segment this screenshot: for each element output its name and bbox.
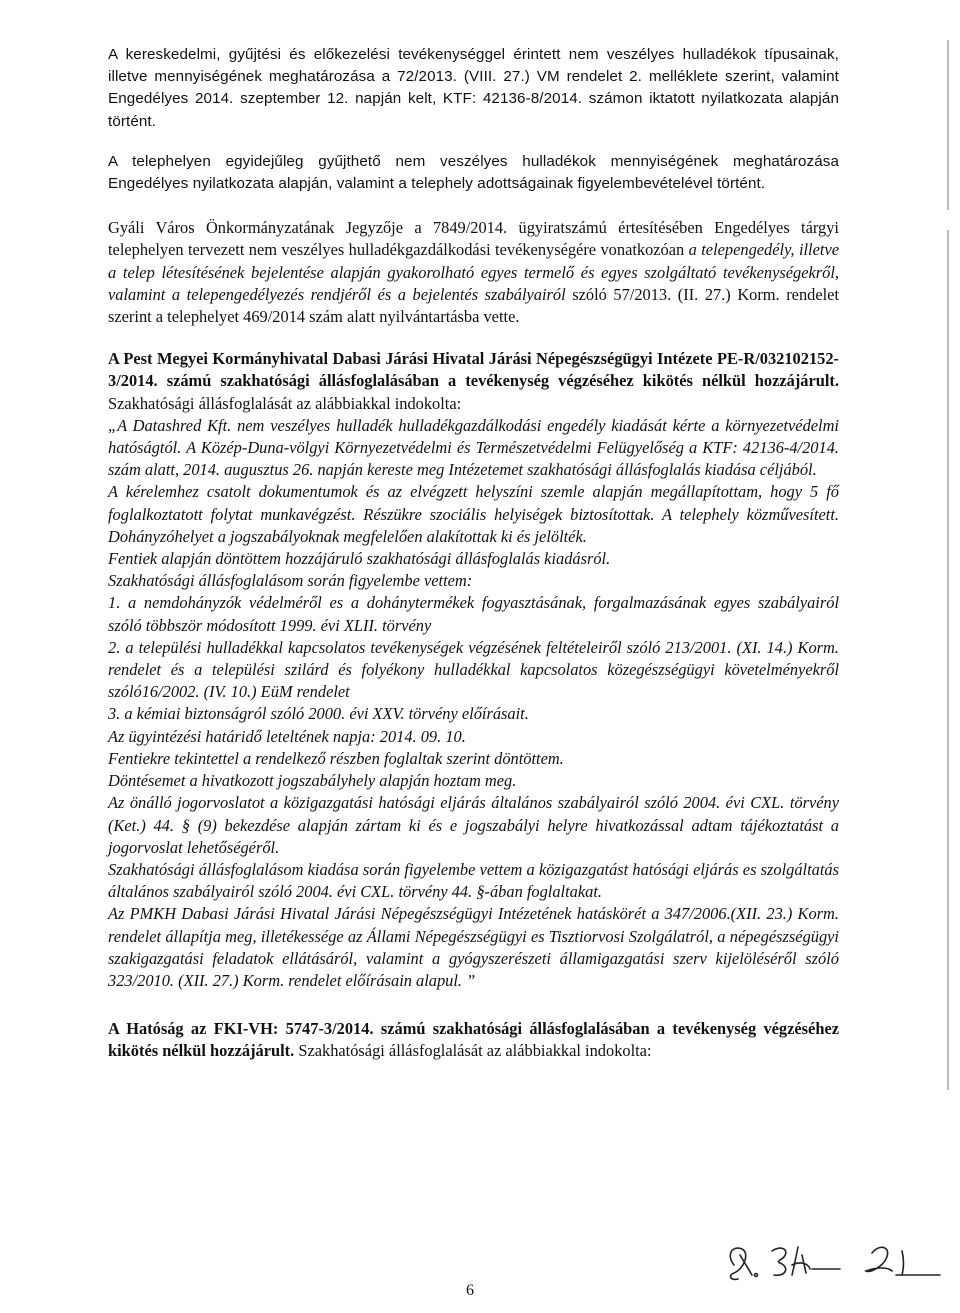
paragraph-health-institute [108, 348, 839, 415]
p5-rest: Szakhatósági állásfoglalását az alábbiakkal indokolta: [294, 1041, 652, 1061]
p3-text-italic: a telepengedély, illetve a telep létesítésének bejelentése alapján gyakorolható egyes termelő és egyes szolgáltató tevékenységekről, valamint a telepengedélyezés rendjéről és a bejelentés szabályairól [108, 240, 839, 304]
p3-text-b: szóló 57/2013. (II. 27.) Korm. rendelet szerint a telephelyet 469/2014 szám alatt nyilvántartásba vette. [108, 284, 839, 327]
p4-bold: A Pest Megyei Kormányhivatal Dabasi Járási Hivatal Járási Népegészségügyi Intézete PE-R/032102152-3/2014. számú szakhatósági állásfoglalásában a tevékenység végzéséhez kikötés nélkül hozzájárult. [108, 349, 839, 391]
quote-line: „A Datashred Kft. nem veszélyes hulladék hulladékgazdálkodási engedély kiadását kérte a környezetvédelmi hatóságtól. A Közép-Duna-völgyi Környezetvédelmi és Természetvédelmi Felügyelőség a KTF: 42136-4/2014. szám alatt, 2014. augusztus 26. napján kereste meg Intézetemet szakhatósági állásfoglalás kiadása céljából. [108, 415, 839, 480]
paragraph-gyal-notary [108, 217, 839, 328]
quote-line: Az önálló jogorvoslatot a közigazgatási hatósági eljárás általános szabályairól szóló 2004. évi CXL. törvény (Ket.) 44. § (9) bekezdése alapján zártam ki és e jogszabályi helyre hivatkozással adtam tájékoztatást a jogorvoslat lehetőségéről. [108, 793, 839, 857]
quote-line: Fentiekre tekintettel a rendelkező részben foglaltak szerint döntöttem. [108, 748, 564, 768]
quote-line: Döntésemet a hivatkozott jogszabályhely alapján hoztam meg. [108, 771, 517, 791]
paragraph-authority [108, 1018, 839, 1062]
quote-line: Fentiek alapján döntöttem hozzájáruló szakhatósági állásfoglalás kiadásról. [108, 549, 611, 569]
quote-line: Szakhatósági állásfoglalásom során figyelembe vettem: [108, 571, 473, 591]
quote-line: Az PMKH Dabasi Járási Hivatal Járási Népegészségügyi Intézetének hatáskörét a 347/2006.(XII. 23.) Korm. rendelet állapítja meg, illetékessége az Állami Népegészségügyi es Tisztiorvosi Szolgálatról, a népegészségügyi szakigazgatási feladatok ellátásáról, valamint a gyógyszerészeti államigazgatási szerv kijelöléséről szóló 323/2010. (XII. 27.) Korm. rendelet előírásain alapul. ” [108, 904, 839, 990]
quote-line: 2. a települési hulladékkal kapcsolatos tevékenységek végzésének feltételeiről szóló 213/2001. (XI. 14.) Korm. rendelet és a települési szilárd és folyékony hulladékkal kapcsolatos közegészségügyi követelményekről szóló16/2002. (IV. 10.) EüM rendelet [108, 637, 839, 702]
paragraph-waste-types: A kereskedelmi, gyűjtési és előkezelési tevékenységgel érintett nem veszélyes hulladékok típusainak, illetve mennyiségének meghatározása a 72/2013. (VIII. 27.) VM rendelet 2. melléklete szerint, valamint Engedélyes 2014. szeptember 12. napján kelt, KTF: 42136-8/2014. számon iktatott nyilatkozata alapján történt. [108, 46, 839, 130]
p5-bold: A Hatóság az FKI-VH: 5747-3/2014. számú szakhatósági állásfoglalásában a tevékenység végzéséhez kikötés nélkül hozzájárult. [108, 1019, 839, 1061]
page-number: 6 [466, 1282, 474, 1299]
quote-line: 3. a kémiai biztonságról szóló 2000. évi XXV. törvény előírásait. [108, 704, 529, 724]
p4-rest: Szakhatósági állásfoglalását az alábbiakkal indokolta: [108, 393, 462, 413]
scan-margin-line [947, 40, 949, 210]
quote-line: Szakhatósági állásfoglalásom kiadása során figyelembe vettem a közigazgatást hatósági eljárás es szolgáltatás általános szabályairól szóló 2004. évi CXL. törvény 44. §-ában foglaltakat. [108, 859, 839, 902]
scan-margin-line [947, 230, 949, 1090]
quoted-justification [108, 415, 839, 992]
quote-line: Az ügyintézési határidő leteltének napja: 2014. 09. 10. [108, 726, 466, 746]
p3-text-a: Gyáli Város Önkormányzatának Jegyzője a 7849/2014. ügyiratszámú értesítésében Engedélyes tárgyi telephelyen tervezett nem veszélyes hulladékgazdálkodási tevékenységére vonatkozóan [108, 218, 839, 260]
document-body [108, 44, 839, 1063]
paragraph-quantity: A telephelyen egyidejűleg gyűjthető nem veszélyes hulladékok mennyiségének meghatározása Engedélyes nyilatkozata alapján, valamint a telephely adottságainak figyelembevételével történt. [108, 152, 839, 193]
quote-line: A kérelemhez csatolt dokumentumok és az elvégzett helyszíni szemle alapján megállapítottam, hogy 5 fő foglalkoztatott folytat munkavégzést. Részükre szociális helyiségek biztosítottak. A telephely közművesített. Dohányzóhelyet a jogszabályoknak megfelelően alakítottak ki és jelölték. [108, 482, 839, 546]
quote-line: 1. a nemdohányzók védelméről es a dohánytermékek fogyasztásának, forgalmazásának egyes szabályairól szóló többször módosított 1999. évi XLII. törvény [108, 593, 839, 635]
handwritten-initials-signature [720, 1225, 960, 1295]
